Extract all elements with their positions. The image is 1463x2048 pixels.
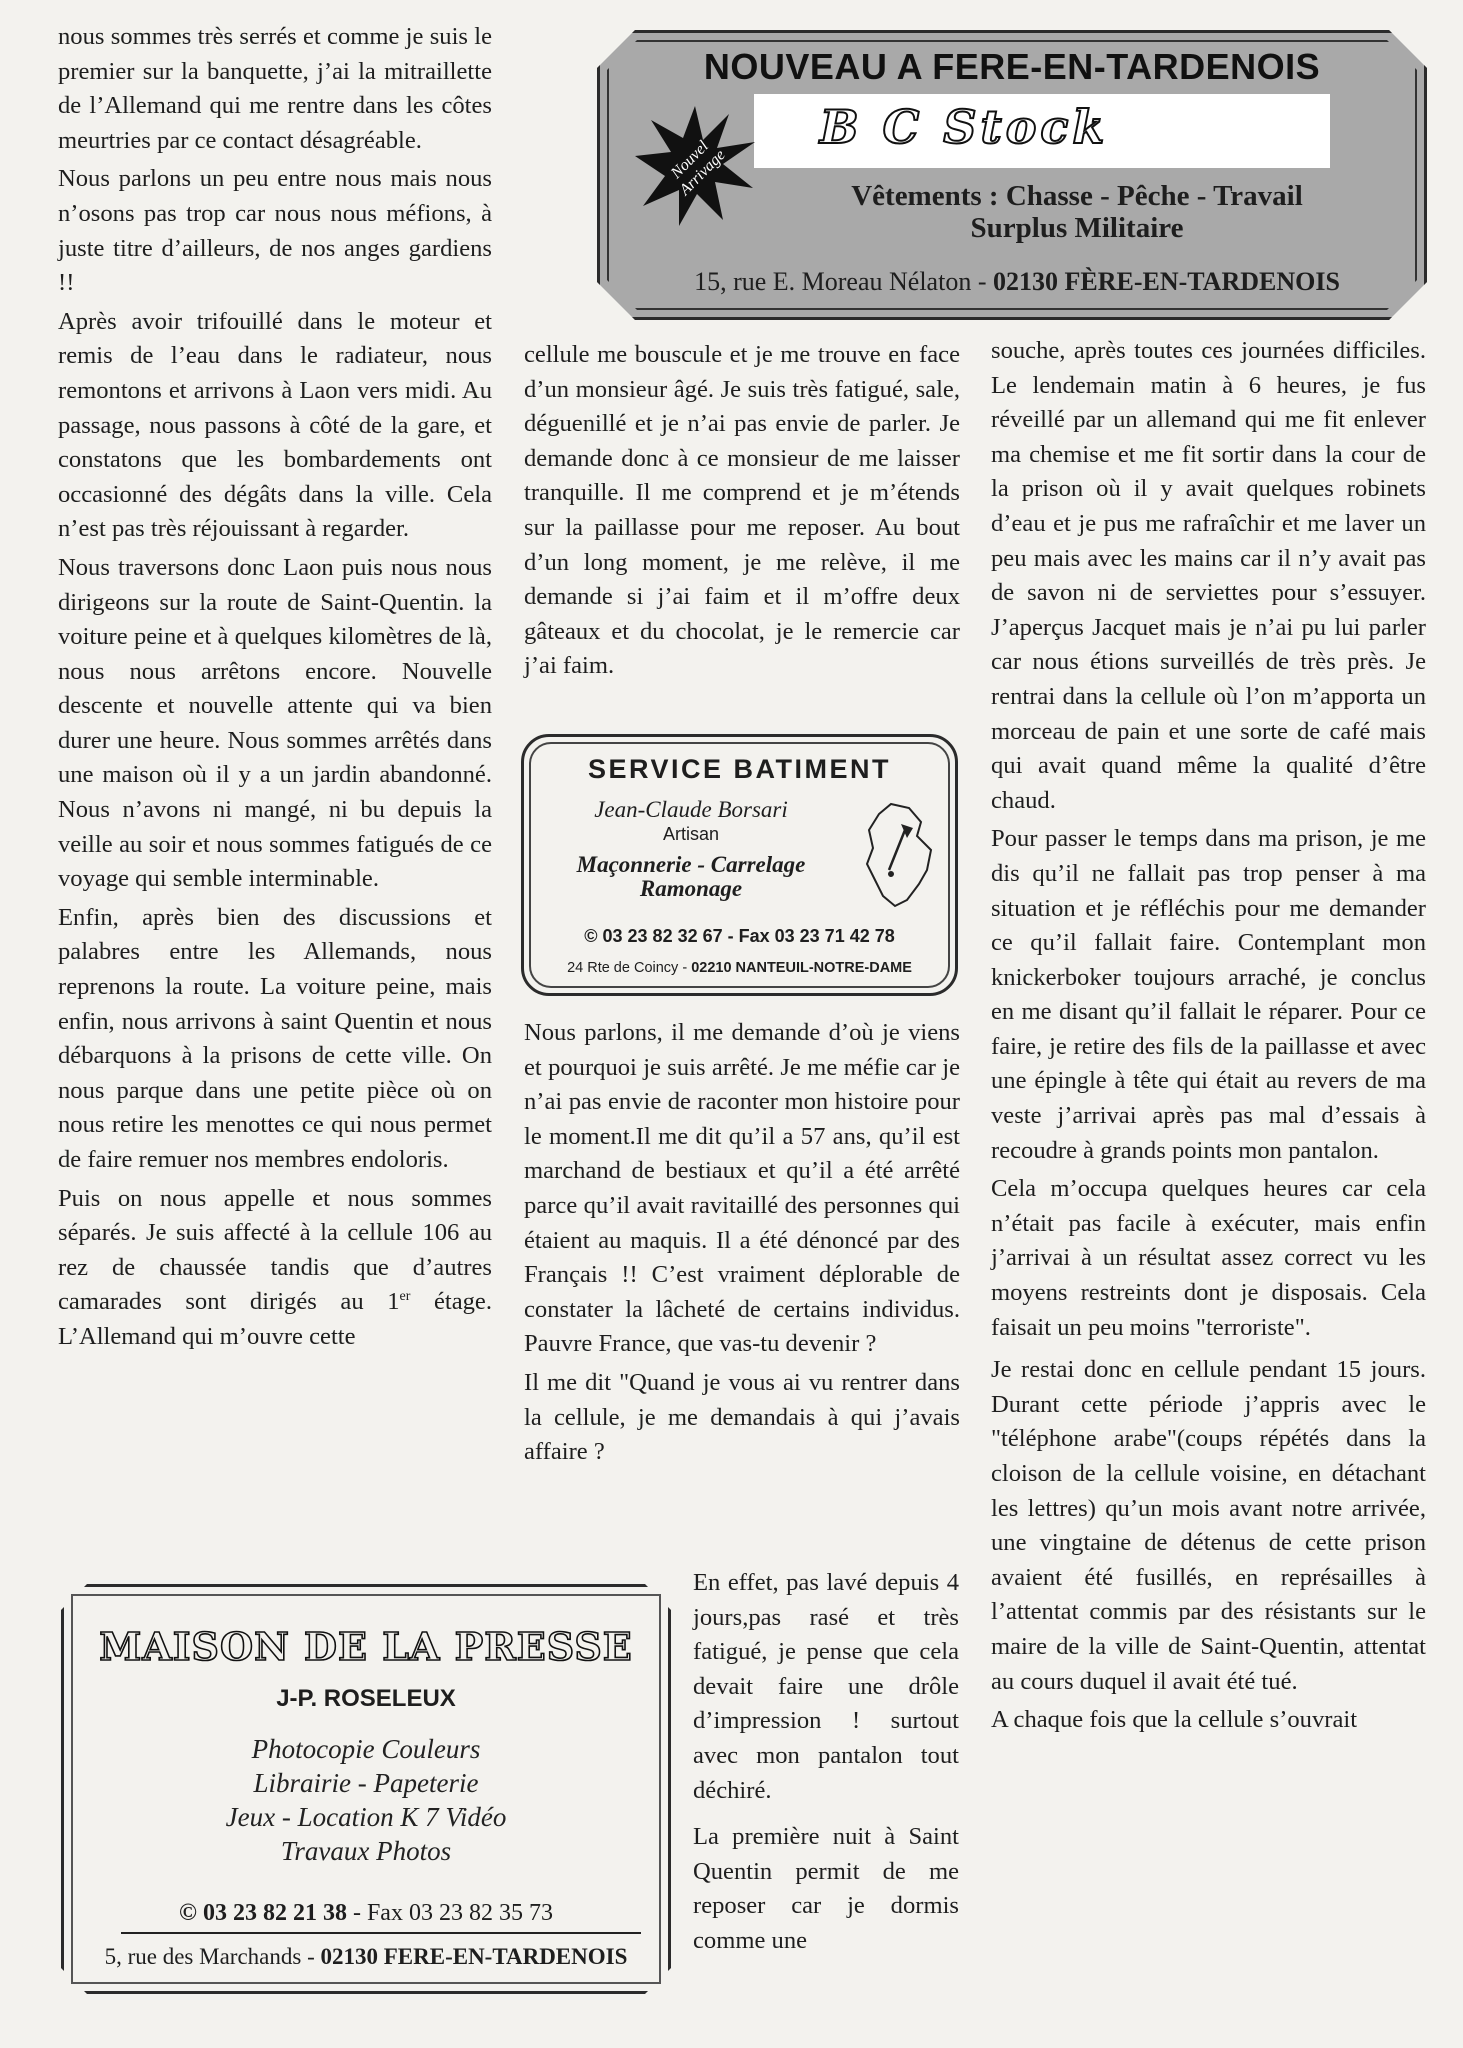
address-town: 02130 FERE-EN-TARDENOIS	[320, 1944, 628, 1969]
ad-title: MAISON DE LA PRESSE	[99, 1624, 633, 1669]
fax-number: - Fax 03 23 82 35 73	[346, 1900, 553, 1926]
paragraph: Nous traversons donc Laon puis nous nous dirigeons sur la route de Saint-Quentin. la voiture peine et à quelques kilomètres de là, nous nous arrêtons encore. Nouvelle descente et nouvelle attente qui va bien durer une heure. Nous sommes arrêtés dans une maison où il y a un jardin abandonné. Nous n’avons ni mangé, ni bu depuis la veille au soir et nous sommes fatigués de ce voyage qui semble interminable.	[58, 553, 492, 893]
ad-service-1: Maçonnerie - Carrelage	[576, 852, 806, 877]
ordinal-superscript: er	[399, 1289, 411, 1305]
paragraph: nous sommes très serrés et comme je suis le premier sur la banquette, j’ai la mitraillette de l’Allemand qui me rentre dans les côtes meurtries par ce contact désagréable.	[58, 23, 492, 154]
paragraph: En effet, pas lavé depuis 4 jours,pas rasé et très fatigué, je pense que cela devait faire une drôle d’impression ! surtout avec mon pantalon tout déchiré.	[693, 1569, 959, 1804]
ad-headline: NOUVEAU A FERE-EN-TARDENOIS	[703, 46, 1321, 87]
paragraph: Après avoir trifouillé dans le moteur et remis de l’eau dans le radiateur, nous remontons et arrivons à Laon vers midi. Au passage, nous passons à côté de la gare, et constatons que les bombardements ont occasionné des dégâts dans la ville. Cela n’est pas très réjouissant à regarder.	[58, 307, 492, 543]
paragraph: Nous parlons un peu entre nous mais nous n’osons pas trop car nous nous méfions, à juste titre d’ailleurs, de nos anges gardiens !!	[58, 165, 492, 297]
paragraph: Nous parlons, il me demande d’où je viens et pourquoi je suis arrêté. Je me méfie car je n’ai pas envie de raconter mon histoire pour le moment.Il me dit qu’il a 57 ans, qu’il est marchand de bestiaux et qu’il a été arrêté parce qu’il avait ravitaillé des personnes qui étaient au maquis. Il a été dénoncé par des Français !! C’est vraiment déplorable de constater la lâcheté de certains individus. Pauvre France, que vas-tu devenir ?	[524, 1019, 960, 1358]
paragraph: Pour passer le temps dans ma prison, je me dis qu’il ne fallait pas trop penser à ma situation et je réfléchis pour me demander ce qu’il fallait faire. Contemplant mon knickerboker toujours arraché, je conclus en me disant qu’il fallait le réparer. Pour ce faire, je retire des fils de la paillasse et avec une épingle à tête qui était au revers de ma veste j’arrivai après pas mal d’essais à recoudre à grands points mon pantalon.	[991, 825, 1426, 1164]
article-column-1	[58, 20, 492, 1359]
ad-phone: © 03 23 82 32 67 - Fax 03 23 71 42 78	[584, 926, 895, 946]
ad-maison-de-la-presse	[61, 1584, 671, 1994]
address-town: 02210 NANTEUIL-NOTRE-DAME	[691, 960, 912, 976]
address-street: 5, rue des Marchands -	[104, 1944, 321, 1969]
phone-number: © 03 23 82 21 38	[179, 1900, 347, 1926]
address-town: 02130 FÈRE-EN-TARDENOIS	[992, 267, 1340, 296]
ad-address	[647, 267, 1387, 297]
paragraph	[58, 1182, 492, 1355]
ad-service-2: Ramonage	[639, 876, 743, 901]
article-column-2-middle	[524, 1016, 960, 1474]
ad-service: Jeux - Location K 7 Vidéo	[225, 1802, 507, 1832]
paragraph: A chaque fois que la cellule s’ouvrait	[991, 1706, 1358, 1734]
ad-title: SERVICE BATIMENT	[587, 754, 892, 784]
ad-bc-stock	[597, 30, 1427, 320]
address-street: 24 Rte de Coincy -	[567, 960, 692, 976]
paragraph: Il me dit "Quand je vous ai vu rentrer dans la cellule, je me demandais à qui j’avais affaire ?	[524, 1368, 960, 1466]
ad-service: Travaux Photos	[280, 1836, 452, 1866]
ad-person-name: Jean-Claude Borsari	[594, 797, 788, 822]
ad-line-1: Vêtements : Chasse - Pêche - Travail	[851, 180, 1303, 212]
region-map-icon	[861, 800, 937, 910]
article-column-3	[991, 334, 1426, 1742]
badge-text: Nouvel Arrivage	[667, 137, 729, 199]
ad-service: Librairie - Papeterie	[253, 1768, 479, 1798]
paragraph: Cela m’occupa quelques heures car cela n’était pas facile à exécuter, mais enfin j’arrivai à un résultat assez correct vu les moyens restreints dont je disposais. Cela faisait un peu moins "terroriste".	[991, 1175, 1426, 1341]
ad-service: Photocopie Couleurs	[251, 1734, 481, 1764]
article-column-2-narrow	[693, 1566, 959, 1963]
paragraph-text: Puis on nous appelle et nous sommes séparés. Je suis affecté à la cellule 106 au rez de chaussée tandis que d’autres camarades sont dirigés au 1	[58, 1184, 492, 1316]
ad-brand-name: B C Stock	[819, 100, 1109, 154]
paragraph: souche, après toutes ces journées difficiles. Le lendemain matin à 6 heures, je fus réveillé par un allemand qui me fit enlever ma chemise et me fit sortir dans la cour de la prison où il y avait quelques robinets d’eau et je pus me rafraîchir et me laver un peu mais avec les mains car il n’y avait pas de savon ni de serviettes pour s’essuyer. J’aperçus Jacquet mais je n’ai pu lui parler car nous étions surveillés de très près. Je rentrai dans la cellule où l’on m’apporta un morceau de pain et une sorte de café mais qui avait quand même la qualité d’être chaud.	[991, 337, 1426, 814]
ad-address	[521, 960, 958, 976]
divider	[121, 1932, 641, 1934]
paragraph: Enfin, après bien des discussions et palabres entre les Allemands, nous reprenons la route. La voiture peine, mais enfin, nous arrivons à saint Quentin et nous débarquons à la prisons de cette ville. On nous parque dans une petite pièce où on nous retire les menottes ce qui nous permet de faire remuer nos membres endoloris.	[58, 903, 492, 1173]
address-street: 15, rue E. Moreau Nélaton -	[694, 267, 993, 296]
paragraph: Je restai donc en cellule pendant 15 jours. Durant cette période j’appris avec le "téléphone arabe"(coups répétés dans la cloison de la cellule voisine, en détachant les lettres) qu’un mois avant notre arrivée, une vingtaine de détenus de cette prison avaient été fusillés, en représailles à l’attentat commis par des résistants sur le maire de la ville de Saint-Quentin, attentat au cours duquel il avait été tué.	[991, 1356, 1426, 1695]
paragraph: La première nuit à Saint Quentin permit de me reposer car je dormis comme une	[693, 1823, 959, 1954]
ad-address	[61, 1944, 671, 1970]
ad-role: Artisan	[662, 824, 720, 844]
ad-service-batiment	[521, 734, 958, 996]
ad-line-2: Surplus Militaire	[970, 212, 1184, 244]
paragraph-text: étage. L’Allemand qui m’ouvre cette	[58, 1288, 492, 1350]
ad-phone	[61, 1900, 671, 1927]
paragraph: cellule me bouscule et je me trouve en face d’un monsieur âgé. Je suis très fatigué, sale, déguenillé et je n’ai pas envie de parler. Je demande donc à ce monsieur de me laisser tranquille. Il me comprend et je m’étends sur la paillasse pour me reposer. Au bout d’un long moment, je me relève, il me demande si j’ai faim et il m’offre deux gâteaux et du chocolat, je le remercie car j’ai faim.	[524, 341, 960, 680]
ad-owner: J-P. ROSELEUX	[276, 1685, 456, 1712]
article-column-2-top	[524, 338, 960, 688]
